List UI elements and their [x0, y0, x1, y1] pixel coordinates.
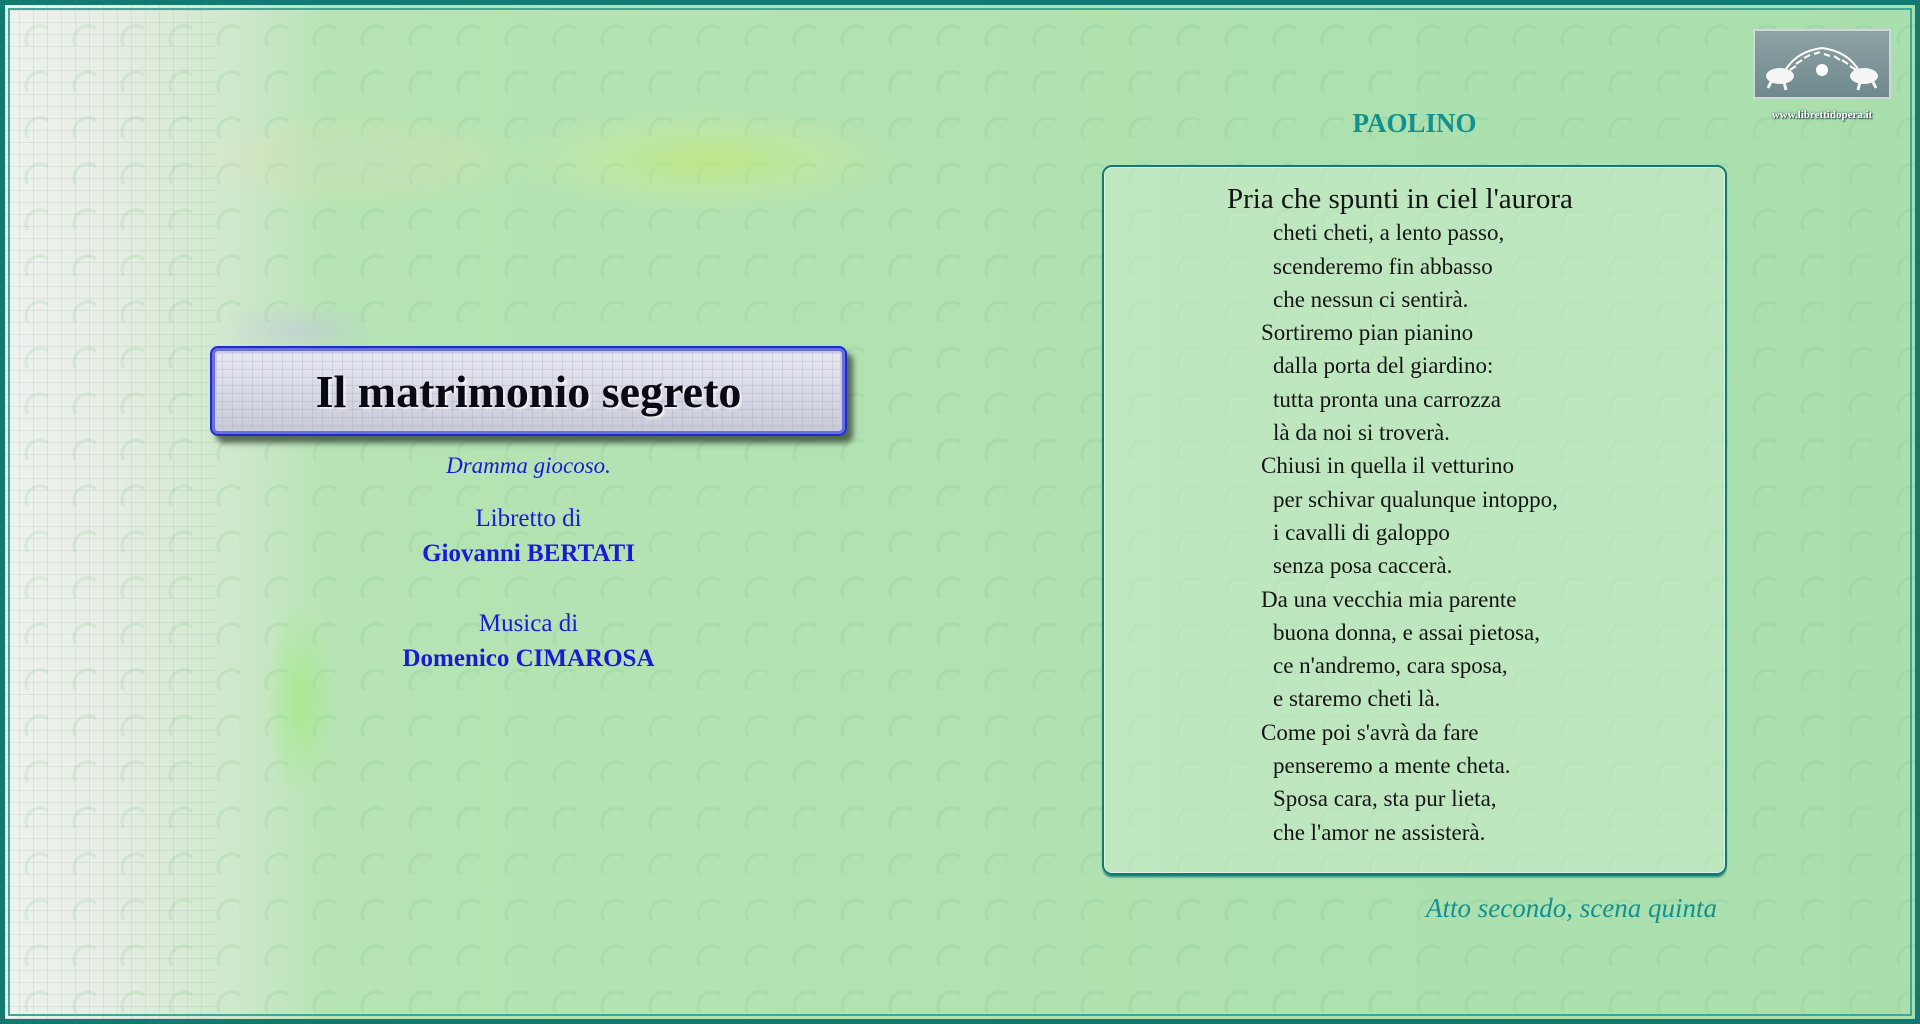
verse-line: dalla porta del giardino: — [1273, 353, 1494, 379]
verse-line: Chiusi in quella il vetturino — [1261, 453, 1514, 479]
background-grid-pattern — [5, 5, 215, 1019]
verse-line: senza posa caccerà. — [1273, 553, 1453, 579]
verse-line: ce n'andremo, cara sposa, — [1273, 653, 1508, 679]
character-name: PAOLINO — [1352, 108, 1477, 138]
verse-line: Sposa cara, sta pur lieta, — [1273, 786, 1497, 812]
verse-line: là da noi si troverà. — [1273, 420, 1450, 446]
verse-line: scenderemo fin abbasso — [1273, 253, 1493, 279]
verse-line: Da una vecchia mia parente — [1261, 586, 1517, 612]
verse-line: penseremo a mente cheta. — [1273, 753, 1511, 779]
verse-line: Pria che spunti in ciel l'aurora — [1227, 183, 1573, 215]
verse-line: Come poi s'avrà da fare — [1261, 719, 1479, 745]
scene-location-link[interactable]: Atto secondo, scena quinta — [1426, 893, 1717, 923]
music-label: Musica di — [478, 610, 579, 637]
genre-subtitle: Dramma giocoso. — [446, 453, 611, 478]
title-plaque — [210, 346, 847, 436]
work-title: Il matrimonio segreto — [315, 365, 742, 417]
site-url-caption: www.librettidopera.it — [1771, 109, 1873, 121]
verse-line: tutta pronta una carrozza — [1273, 386, 1501, 412]
verse-line: i cavalli di galoppo — [1273, 519, 1450, 545]
site-logo-link[interactable] — [1753, 29, 1891, 99]
verse-box — [1102, 165, 1727, 875]
verse-line: che nessun ci sentirà. — [1273, 286, 1469, 312]
laurel-griffins-logo-icon — [1762, 36, 1882, 92]
librettist-link[interactable]: Giovanni BERTATI — [422, 540, 635, 567]
verse-line: cheti cheti, a lento passo, — [1273, 220, 1505, 246]
verse-line: che l'amor ne assisterà. — [1273, 819, 1486, 845]
libretto-label: Libretto di — [475, 505, 582, 532]
composer-link[interactable]: Domenico CIMAROSA — [402, 645, 655, 672]
verse-line: e staremo cheti là. — [1273, 686, 1441, 712]
verse-list — [1227, 183, 1573, 849]
verse-line: buona donna, e assai pietosa, — [1273, 619, 1540, 645]
verse-line: per schivar qualunque intoppo, — [1273, 486, 1558, 512]
verse-line: Sortiremo pian pianino — [1261, 320, 1474, 346]
